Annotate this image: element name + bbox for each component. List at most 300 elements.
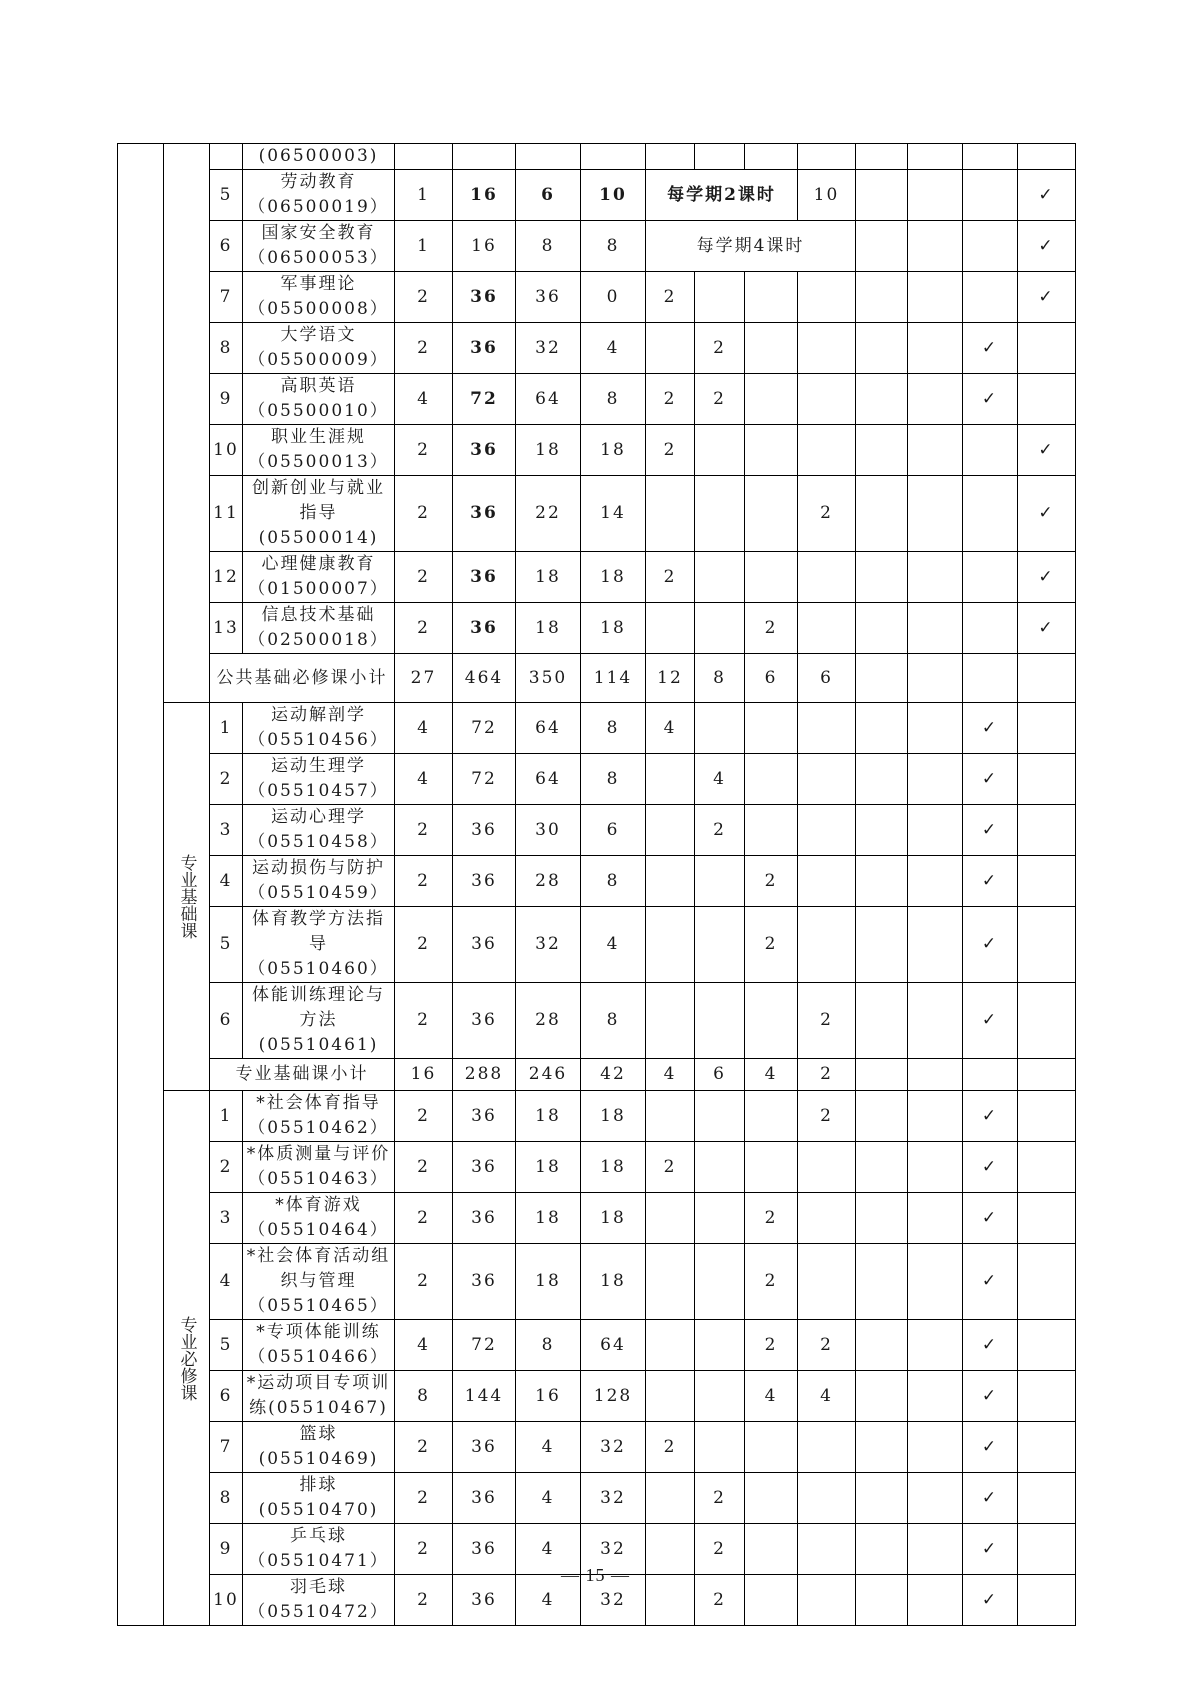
total-hours-cell: 36 <box>453 1422 516 1473</box>
course-name: 运动生理学（05510457） <box>243 754 395 805</box>
subtotal-label: 专业基础课小计 <box>210 1059 395 1091</box>
course-name: 创新创业与就业指导(05500014) <box>243 476 395 552</box>
blank-cell <box>856 1091 908 1142</box>
total-hours-cell: 36 <box>453 476 516 552</box>
semester-cell <box>695 1371 745 1422</box>
practice-hours-cell: 8 <box>581 374 646 425</box>
theory-hours-cell: 6 <box>516 170 581 221</box>
semester-cell <box>695 856 745 907</box>
semester-cell <box>745 805 798 856</box>
semester-cell <box>695 1244 745 1320</box>
test-check <box>1018 1091 1076 1142</box>
semester-cell: 4 <box>646 1059 695 1091</box>
blank-cell <box>908 1142 963 1193</box>
semester-cell: 2 <box>646 272 695 323</box>
semester-cell <box>695 1320 745 1371</box>
exam-check <box>963 476 1018 552</box>
practice-hours-cell: 18 <box>581 1193 646 1244</box>
credits-cell: 2 <box>395 1524 453 1575</box>
course-number: 12 <box>210 552 243 603</box>
exam-check: ✓ <box>963 374 1018 425</box>
practice-hours-cell: 18 <box>581 603 646 654</box>
semester-cell <box>798 603 856 654</box>
semester-cell: 2 <box>745 603 798 654</box>
table-row <box>118 1320 1076 1371</box>
theory-hours-cell: 18 <box>516 603 581 654</box>
blank-cell <box>856 703 908 754</box>
semester-note: 每学期4课时 <box>646 221 856 272</box>
credits-cell: 2 <box>395 1193 453 1244</box>
course-number: 9 <box>210 1524 243 1575</box>
theory-hours-cell: 30 <box>516 805 581 856</box>
semester-cell <box>745 144 798 170</box>
semester-cell <box>745 476 798 552</box>
semester-cell <box>798 805 856 856</box>
credits-cell: 2 <box>395 425 453 476</box>
blank-cell <box>908 603 963 654</box>
course-number: 4 <box>210 1244 243 1320</box>
semester-cell <box>745 983 798 1059</box>
exam-check <box>963 221 1018 272</box>
semester-cell <box>745 272 798 323</box>
semester-cell: 4 <box>695 754 745 805</box>
exam-check: ✓ <box>963 1422 1018 1473</box>
practice-hours-cell: 42 <box>581 1059 646 1091</box>
semester-cell <box>646 856 695 907</box>
table-row <box>118 1473 1076 1524</box>
practice-hours-cell: 10 <box>581 170 646 221</box>
theory-hours-cell: 32 <box>516 323 581 374</box>
credits-cell: 1 <box>395 221 453 272</box>
exam-check: ✓ <box>963 856 1018 907</box>
blank-cell <box>856 1142 908 1193</box>
test-check <box>1018 856 1076 907</box>
course-number: 1 <box>210 703 243 754</box>
test-check: ✓ <box>1018 476 1076 552</box>
total-hours-cell: 36 <box>453 1575 516 1626</box>
total-hours-cell: 36 <box>453 983 516 1059</box>
test-check: ✓ <box>1018 272 1076 323</box>
total-hours-cell: 144 <box>453 1371 516 1422</box>
course-name: *体质测量与评价（05510463） <box>243 1142 395 1193</box>
exam-check: ✓ <box>963 754 1018 805</box>
blank-cell <box>856 374 908 425</box>
semester-cell <box>745 425 798 476</box>
practice-hours-cell: 4 <box>581 323 646 374</box>
course-name: 体能训练理论与方法(05510461) <box>243 983 395 1059</box>
semester-cell: 2 <box>695 323 745 374</box>
semester-cell <box>646 805 695 856</box>
test-check: ✓ <box>1018 221 1076 272</box>
theory-hours-cell: 16 <box>516 1371 581 1422</box>
table-row <box>118 1422 1076 1473</box>
semester-cell <box>646 323 695 374</box>
practice-hours-cell: 32 <box>581 1575 646 1626</box>
category-cell <box>164 144 210 703</box>
semester-cell <box>646 603 695 654</box>
exam-check <box>963 272 1018 323</box>
semester-cell <box>695 1193 745 1244</box>
course-number: 10 <box>210 1575 243 1626</box>
theory-hours-cell: 8 <box>516 221 581 272</box>
theory-hours-cell: 28 <box>516 983 581 1059</box>
course-number: 3 <box>210 1193 243 1244</box>
test-check <box>1018 703 1076 754</box>
test-check <box>1018 374 1076 425</box>
blank-cell <box>908 856 963 907</box>
semester-cell <box>646 1320 695 1371</box>
semester-cell: 10 <box>798 170 856 221</box>
practice-hours-cell: 8 <box>581 856 646 907</box>
test-check <box>1018 144 1076 170</box>
semester-cell: 2 <box>745 1244 798 1320</box>
blank-cell <box>856 170 908 221</box>
semester-cell <box>745 552 798 603</box>
semester-cell <box>798 144 856 170</box>
total-hours-cell: 72 <box>453 754 516 805</box>
blank-cell <box>908 221 963 272</box>
credits-cell: 27 <box>395 654 453 703</box>
semester-cell <box>695 272 745 323</box>
blank-cell <box>908 1193 963 1244</box>
semester-cell <box>745 374 798 425</box>
theory-hours-cell: 18 <box>516 1193 581 1244</box>
semester-cell <box>745 1091 798 1142</box>
blank-cell <box>908 170 963 221</box>
semester-cell: 4 <box>798 1371 856 1422</box>
course-name: *专项体能训练（05510466） <box>243 1320 395 1371</box>
theory-hours-cell: 4 <box>516 1524 581 1575</box>
test-check <box>1018 1142 1076 1193</box>
semester-cell <box>798 754 856 805</box>
credits-cell: 2 <box>395 476 453 552</box>
semester-cell <box>646 1473 695 1524</box>
credits-cell: 4 <box>395 754 453 805</box>
semester-cell <box>646 907 695 983</box>
blank-cell <box>908 272 963 323</box>
course-number: 5 <box>210 1320 243 1371</box>
blank-cell <box>908 754 963 805</box>
semester-cell: 2 <box>745 907 798 983</box>
credits-cell: 2 <box>395 1575 453 1626</box>
course-name: 大学语文（05500009） <box>243 323 395 374</box>
table-row <box>118 476 1076 552</box>
exam-check: ✓ <box>963 1371 1018 1422</box>
semester-cell <box>745 1142 798 1193</box>
course-name: 运动心理学（05510458） <box>243 805 395 856</box>
semester-cell: 2 <box>695 374 745 425</box>
course-name: 篮球(05510469) <box>243 1422 395 1473</box>
blank-cell <box>856 1422 908 1473</box>
blank-cell <box>856 754 908 805</box>
semester-cell: 2 <box>745 1193 798 1244</box>
course-number: 13 <box>210 603 243 654</box>
blank-cell <box>963 654 1018 703</box>
semester-cell: 4 <box>646 703 695 754</box>
practice-hours-cell: 18 <box>581 425 646 476</box>
credits-cell: 2 <box>395 603 453 654</box>
course-number: 5 <box>210 907 243 983</box>
blank-cell <box>908 983 963 1059</box>
total-hours-cell: 16 <box>453 170 516 221</box>
credits-cell: 16 <box>395 1059 453 1091</box>
blank-cell <box>856 272 908 323</box>
course-number: 7 <box>210 272 243 323</box>
semester-cell <box>646 754 695 805</box>
total-hours-cell <box>453 144 516 170</box>
theory-hours-cell: 8 <box>516 1320 581 1371</box>
course-number: 6 <box>210 221 243 272</box>
course-name: 排球(05510470) <box>243 1473 395 1524</box>
table-row <box>118 1244 1076 1320</box>
semester-cell: 2 <box>695 1575 745 1626</box>
exam-check: ✓ <box>963 805 1018 856</box>
practice-hours-cell: 64 <box>581 1320 646 1371</box>
semester-cell <box>695 476 745 552</box>
exam-check: ✓ <box>963 703 1018 754</box>
total-hours-cell: 16 <box>453 221 516 272</box>
blank-cell <box>856 1059 908 1091</box>
semester-cell: 2 <box>646 1422 695 1473</box>
course-number: 6 <box>210 1371 243 1422</box>
total-hours-cell: 288 <box>453 1059 516 1091</box>
theory-hours-cell: 4 <box>516 1575 581 1626</box>
semester-cell <box>798 703 856 754</box>
test-check <box>1018 805 1076 856</box>
test-check <box>1018 1422 1076 1473</box>
test-check: ✓ <box>1018 425 1076 476</box>
blank-cell <box>908 907 963 983</box>
credits-cell: 2 <box>395 323 453 374</box>
table-row <box>118 856 1076 907</box>
credits-cell: 4 <box>395 374 453 425</box>
blank-cell <box>908 1091 963 1142</box>
semester-cell <box>695 144 745 170</box>
total-hours-cell: 72 <box>453 1320 516 1371</box>
practice-hours-cell: 18 <box>581 552 646 603</box>
semester-cell: 2 <box>798 1091 856 1142</box>
total-hours-cell: 36 <box>453 907 516 983</box>
course-name: (06500003) <box>243 144 395 170</box>
category-label: 专业必修课 <box>164 1091 210 1626</box>
semester-cell: 2 <box>798 476 856 552</box>
exam-check: ✓ <box>963 1473 1018 1524</box>
semester-cell: 2 <box>646 552 695 603</box>
blank-cell <box>908 1059 963 1091</box>
practice-hours-cell: 6 <box>581 805 646 856</box>
outer-category-cell <box>118 144 164 1626</box>
theory-hours-cell: 246 <box>516 1059 581 1091</box>
blank-cell <box>856 805 908 856</box>
test-check <box>1018 1193 1076 1244</box>
semester-cell: 2 <box>695 805 745 856</box>
credits-cell: 2 <box>395 1091 453 1142</box>
semester-cell <box>798 1142 856 1193</box>
semester-cell <box>646 1193 695 1244</box>
exam-check: ✓ <box>963 1142 1018 1193</box>
practice-hours-cell: 32 <box>581 1524 646 1575</box>
semester-cell: 2 <box>798 983 856 1059</box>
credits-cell: 2 <box>395 1142 453 1193</box>
exam-check: ✓ <box>963 1091 1018 1142</box>
table-row <box>118 144 1076 170</box>
semester-cell <box>646 1091 695 1142</box>
total-hours-cell: 36 <box>453 856 516 907</box>
blank-cell <box>908 1320 963 1371</box>
semester-cell: 12 <box>646 654 695 703</box>
blank-cell <box>908 1422 963 1473</box>
blank-cell <box>908 805 963 856</box>
test-check <box>1018 907 1076 983</box>
blank-cell <box>856 552 908 603</box>
course-number: 1 <box>210 1091 243 1142</box>
exam-check: ✓ <box>963 1575 1018 1626</box>
theory-hours-cell <box>516 144 581 170</box>
course-name: 羽毛球（05510472） <box>243 1575 395 1626</box>
course-schedule-table <box>117 143 1076 1626</box>
subtotal-label: 公共基础必修课小计 <box>210 654 395 703</box>
semester-cell <box>798 272 856 323</box>
blank-cell <box>908 374 963 425</box>
exam-check <box>963 552 1018 603</box>
semester-cell <box>798 1473 856 1524</box>
semester-cell <box>695 907 745 983</box>
semester-cell <box>695 552 745 603</box>
table-row <box>118 1193 1076 1244</box>
practice-hours-cell: 32 <box>581 1422 646 1473</box>
exam-check <box>963 170 1018 221</box>
theory-hours-cell: 18 <box>516 425 581 476</box>
semester-cell <box>798 323 856 374</box>
theory-hours-cell: 64 <box>516 374 581 425</box>
blank-cell <box>856 1320 908 1371</box>
table-row <box>118 552 1076 603</box>
test-check: ✓ <box>1018 552 1076 603</box>
blank-cell <box>856 1371 908 1422</box>
credits-cell: 2 <box>395 1422 453 1473</box>
blank-cell <box>908 476 963 552</box>
total-hours-cell: 36 <box>453 552 516 603</box>
semester-cell: 4 <box>745 1371 798 1422</box>
semester-cell: 2 <box>646 1142 695 1193</box>
table-row <box>118 1142 1076 1193</box>
course-name: 国家安全教育（06500053） <box>243 221 395 272</box>
theory-hours-cell: 350 <box>516 654 581 703</box>
semester-cell <box>646 983 695 1059</box>
semester-cell <box>745 1422 798 1473</box>
course-name: 职业生涯规（05500013） <box>243 425 395 476</box>
table-row <box>118 754 1076 805</box>
credits-cell: 8 <box>395 1371 453 1422</box>
semester-cell: 2 <box>646 374 695 425</box>
semester-cell: 8 <box>695 654 745 703</box>
test-check <box>1018 1244 1076 1320</box>
practice-hours-cell: 8 <box>581 754 646 805</box>
test-check <box>1018 983 1076 1059</box>
blank-cell <box>856 856 908 907</box>
blank-cell <box>856 603 908 654</box>
test-check: ✓ <box>1018 603 1076 654</box>
subtotal-row <box>118 1059 1076 1091</box>
blank-cell <box>856 221 908 272</box>
total-hours-cell: 36 <box>453 805 516 856</box>
semester-cell <box>646 476 695 552</box>
course-number: 8 <box>210 323 243 374</box>
credits-cell: 2 <box>395 272 453 323</box>
blank-cell <box>856 144 908 170</box>
semester-cell <box>798 374 856 425</box>
theory-hours-cell: 36 <box>516 272 581 323</box>
blank-cell <box>856 654 908 703</box>
semester-cell <box>798 1193 856 1244</box>
exam-check <box>963 603 1018 654</box>
credits-cell <box>395 144 453 170</box>
semester-cell: 2 <box>798 1320 856 1371</box>
test-check <box>1018 1371 1076 1422</box>
course-name: *体育游戏（05510464） <box>243 1193 395 1244</box>
semester-cell: 6 <box>695 1059 745 1091</box>
semester-cell: 2 <box>646 425 695 476</box>
credits-cell: 2 <box>395 552 453 603</box>
course-number: 9 <box>210 374 243 425</box>
theory-hours-cell: 18 <box>516 552 581 603</box>
semester-cell <box>695 1091 745 1142</box>
table-row <box>118 425 1076 476</box>
blank-cell <box>908 1244 963 1320</box>
table-row <box>118 272 1076 323</box>
course-number: 3 <box>210 805 243 856</box>
total-hours-cell: 72 <box>453 703 516 754</box>
blank-cell <box>908 654 963 703</box>
credits-cell: 2 <box>395 907 453 983</box>
course-name: 军事理论（05500008） <box>243 272 395 323</box>
course-name: 高职英语（05500010） <box>243 374 395 425</box>
exam-check: ✓ <box>963 907 1018 983</box>
theory-hours-cell: 18 <box>516 1244 581 1320</box>
total-hours-cell: 36 <box>453 425 516 476</box>
semester-cell <box>646 1244 695 1320</box>
credits-cell: 2 <box>395 1473 453 1524</box>
course-name: *运动项目专项训练(05510467) <box>243 1371 395 1422</box>
theory-hours-cell: 4 <box>516 1422 581 1473</box>
blank-cell <box>908 144 963 170</box>
exam-check: ✓ <box>963 323 1018 374</box>
practice-hours-cell: 8 <box>581 221 646 272</box>
theory-hours-cell: 64 <box>516 754 581 805</box>
course-name: 心理健康教育（01500007） <box>243 552 395 603</box>
table-row <box>118 603 1076 654</box>
blank-cell <box>1018 654 1076 703</box>
table-row <box>118 907 1076 983</box>
practice-hours-cell <box>581 144 646 170</box>
exam-check: ✓ <box>963 1524 1018 1575</box>
blank-cell <box>908 703 963 754</box>
course-name: 信息技术基础（02500018） <box>243 603 395 654</box>
course-name: *社会体育活动组织与管理（05510465） <box>243 1244 395 1320</box>
credits-cell: 4 <box>395 1320 453 1371</box>
semester-cell <box>646 144 695 170</box>
blank-cell <box>856 323 908 374</box>
table-row <box>118 221 1076 272</box>
practice-hours-cell: 0 <box>581 272 646 323</box>
practice-hours-cell: 18 <box>581 1244 646 1320</box>
semester-cell <box>798 425 856 476</box>
total-hours-cell: 36 <box>453 603 516 654</box>
total-hours-cell: 36 <box>453 272 516 323</box>
practice-hours-cell: 8 <box>581 703 646 754</box>
semester-cell <box>798 552 856 603</box>
practice-hours-cell: 128 <box>581 1371 646 1422</box>
